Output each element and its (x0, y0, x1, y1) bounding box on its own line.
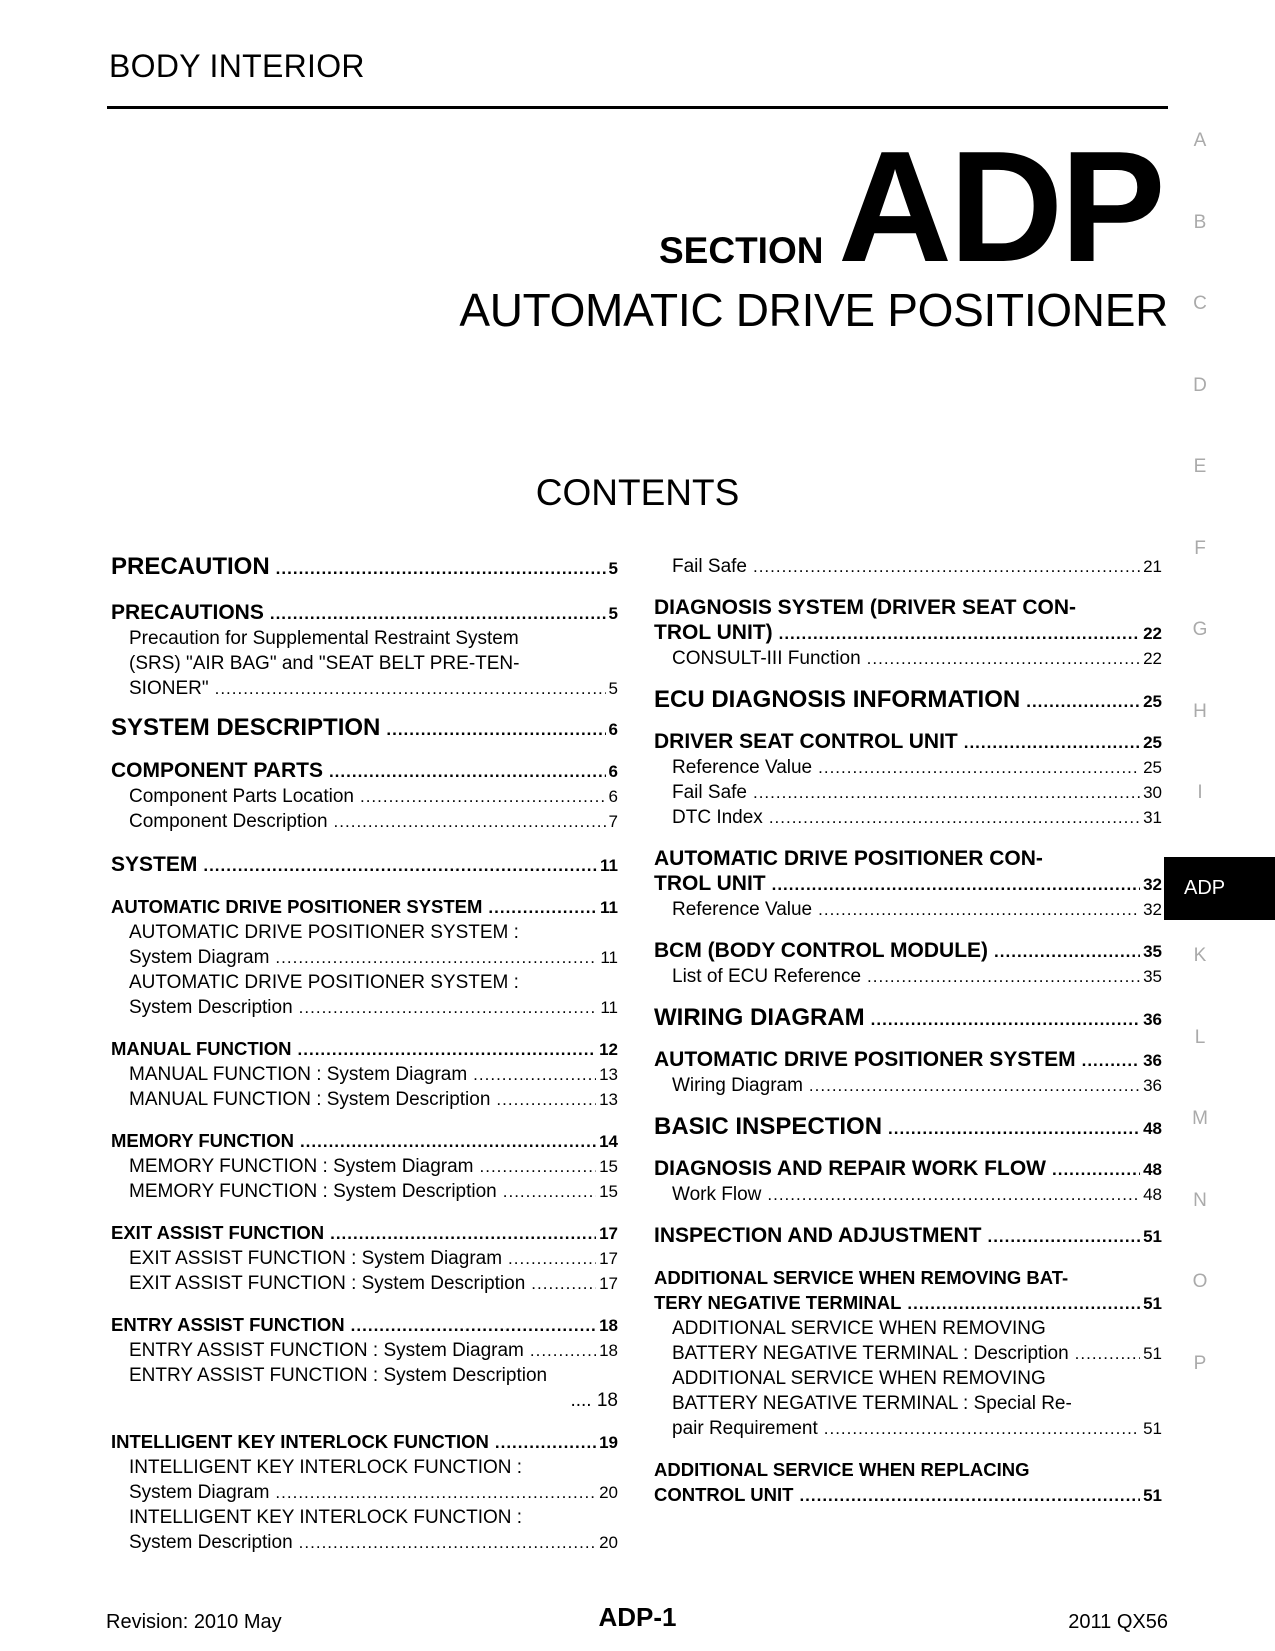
header-rule (107, 106, 1168, 109)
toc-entry-line: ADDITIONAL SERVICE WHEN REMOVING (672, 1318, 1046, 1339)
toc-entry[interactable] (111, 1312, 618, 1338)
leader-dots (888, 1116, 1140, 1141)
leader-dots (799, 1483, 1140, 1508)
leader-dots (964, 730, 1140, 755)
side-index-tab[interactable]: N (1193, 1189, 1207, 1211)
toc-page-number: 13 (599, 1065, 618, 1084)
section-label: SECTION (659, 230, 824, 271)
side-index-tab[interactable]: B (1193, 211, 1207, 233)
toc-page-number: 18 (599, 1316, 618, 1335)
leader-dots (488, 895, 597, 920)
toc-page-number: 30 (1143, 783, 1162, 802)
toc-entry-title: PRECAUTION (111, 553, 270, 580)
toc-entry[interactable] (111, 1128, 618, 1154)
toc-entry-title: Wiring Diagram (672, 1075, 803, 1096)
toc-page-number: 5 (608, 559, 618, 578)
leader-dots (987, 1224, 1140, 1249)
leader-dots (351, 1313, 596, 1338)
toc-entry[interactable] (111, 1154, 618, 1179)
leader-dots (215, 676, 606, 701)
toc-page-number: 32 (1143, 875, 1162, 894)
toc-entry-title: MEMORY FUNCTION (111, 1130, 294, 1151)
toc-entry-title: EXIT ASSIST FUNCTION : System Description (129, 1273, 526, 1294)
toc-entry[interactable] (654, 1265, 1162, 1316)
toc-entry[interactable] (654, 1156, 1162, 1182)
toc-page-number: 20 (599, 1483, 618, 1502)
leader-dots (530, 1338, 596, 1363)
toc-page-number: 51 (1143, 1486, 1162, 1505)
leader-dots (473, 1062, 596, 1087)
toc-page-number: 17 (599, 1274, 618, 1293)
section-code: ADP (838, 119, 1163, 295)
toc-entry[interactable] (654, 755, 1162, 780)
toc-entry[interactable] (111, 784, 618, 809)
toc-entry[interactable] (654, 685, 1162, 715)
toc-page-number: 35 (1143, 967, 1162, 986)
toc-entry-title: ENTRY ASSIST FUNCTION (111, 1314, 345, 1335)
side-index-tab[interactable]: L (1194, 1026, 1206, 1048)
toc-entry-line: DIAGNOSIS SYSTEM (DRIVER SEAT CON- (654, 596, 1076, 619)
leader-dots (809, 1073, 1140, 1098)
leader-dots (779, 621, 1140, 646)
leader-dots (1052, 1157, 1140, 1182)
toc-entry[interactable] (654, 780, 1162, 805)
toc-entry-title: Reference Value (672, 757, 813, 778)
toc-entry-title: PRECAUTIONS (111, 601, 264, 624)
toc-entry[interactable] (654, 646, 1162, 671)
toc-page-number: 6 (608, 720, 618, 739)
toc-entry[interactable] (111, 1505, 618, 1555)
toc-entry[interactable] (111, 1220, 618, 1246)
toc-entry-title: EXIT ASSIST FUNCTION : System Diagram (129, 1248, 503, 1269)
toc-page-number: 51 (1143, 1227, 1162, 1246)
leader-dots (753, 780, 1140, 805)
toc-entry-title: SYSTEM (111, 853, 198, 876)
toc-page-number: 22 (1143, 649, 1162, 668)
toc-page-number: 51 (1143, 1294, 1162, 1313)
leader-dots (496, 1087, 596, 1112)
toc-page-number: 25 (1143, 758, 1162, 777)
side-index-tab[interactable]: M (1192, 1108, 1208, 1129)
toc-entry-title: System Description (129, 1532, 293, 1553)
toc-page-number: 17 (599, 1249, 618, 1268)
toc-entry-line: ENTRY ASSIST FUNCTION : System Description (129, 1365, 548, 1386)
toc-entry-title: INSPECTION AND ADJUSTMENT (654, 1224, 982, 1247)
leader-dots (360, 784, 606, 809)
toc-entry-title: Fail Safe (672, 556, 747, 577)
side-index-active-tab[interactable]: ADP (1164, 857, 1275, 920)
toc-page-number: 11 (600, 948, 618, 967)
leader-dots (818, 897, 1140, 922)
toc-entry[interactable] (654, 554, 1162, 579)
footer-revision: Revision: 2010 May (106, 1611, 282, 1633)
leader-dots (531, 1271, 596, 1296)
toc-entry-title: MANUAL FUNCTION (111, 1038, 292, 1059)
toc-entry[interactable] (111, 1062, 618, 1087)
toc-entry[interactable] (654, 805, 1162, 830)
side-index-tab[interactable]: E (1193, 456, 1207, 477)
leader-dots (480, 1154, 597, 1179)
leader-dots (1075, 1341, 1140, 1366)
toc-entry-title: BCM (BODY CONTROL MODULE) (654, 939, 989, 962)
toc-entry-title: MANUAL FUNCTION : System Description (129, 1089, 491, 1110)
leader-dots (907, 1291, 1140, 1316)
toc-page-number: 36 (1143, 1076, 1162, 1095)
toc-entry[interactable] (111, 1246, 618, 1271)
toc-entry[interactable] (111, 1363, 618, 1413)
toc-page-number: 11 (600, 898, 618, 917)
toc-entry[interactable] (654, 1073, 1162, 1098)
toc-page-number: 15 (599, 1157, 618, 1176)
toc-entry[interactable] (654, 729, 1162, 755)
toc-entry-title: MANUAL FUNCTION : System Diagram (129, 1064, 468, 1085)
toc-entry-title: Fail Safe (672, 782, 747, 803)
toc-entry-line: BATTERY NEGATIVE TERMINAL : Special Re- (672, 1393, 1072, 1414)
toc-entry[interactable] (111, 894, 618, 920)
toc-page-number: 21 (1143, 557, 1162, 576)
toc-entry[interactable] (111, 552, 618, 582)
toc-entry[interactable] (654, 1457, 1162, 1508)
toc-page-number: 6 (608, 762, 618, 781)
leader-dots (867, 964, 1140, 989)
toc-page-number: 17 (599, 1224, 618, 1243)
toc-page-number: 5 (608, 604, 618, 623)
side-index-tab[interactable]: P (1193, 1352, 1207, 1374)
toc-entry-line: Precaution for Supplemental Restraint System (129, 628, 519, 649)
toc-page-number: 35 (1143, 942, 1162, 961)
toc-page-number: 14 (599, 1132, 618, 1151)
toc-entry-title: DIAGNOSIS AND REPAIR WORK FLOW (654, 1157, 1046, 1180)
leader-dots (276, 556, 606, 581)
toc-page-number: 51 (1143, 1344, 1162, 1363)
toc-entry-line: AUTOMATIC DRIVE POSITIONER CON- (654, 847, 1043, 870)
toc-page-number: 48 (1143, 1119, 1162, 1138)
toc-entry-title: TROL UNIT) (654, 621, 773, 644)
leader-dots (299, 1530, 596, 1555)
toc-entry-line: (SRS) "AIR BAG" and "SEAT BELT PRE-TEN- (129, 653, 520, 674)
toc-entry-title: SIONER" (129, 678, 209, 699)
toc-entry-title: List of ECU Reference (672, 966, 862, 987)
toc-entry-title: BASIC INSPECTION (654, 1113, 883, 1140)
side-index-tab[interactable]: D (1193, 374, 1207, 396)
toc-page-number: 31 (1143, 808, 1162, 827)
toc-entry[interactable] (654, 1003, 1162, 1033)
toc-entry[interactable] (654, 1182, 1162, 1207)
side-index-tab[interactable]: C (1193, 293, 1207, 314)
side-index-tab[interactable]: F (1194, 537, 1206, 559)
toc-entry-line: AUTOMATIC DRIVE POSITIONER SYSTEM : (129, 972, 519, 993)
toc-entry-title: CONSULT-III Function (672, 648, 861, 669)
toc-page-number: 48 (1143, 1185, 1162, 1204)
toc-entry[interactable] (654, 1316, 1162, 1366)
leader-dots (994, 939, 1140, 964)
toc-entry[interactable] (654, 964, 1162, 989)
leader-dots: .... (570, 1390, 597, 1411)
leader-dots (503, 1179, 596, 1204)
toc-entry[interactable] (111, 626, 618, 701)
toc-entry[interactable] (654, 1223, 1162, 1249)
toc-entry[interactable] (111, 970, 618, 1020)
toc-entry[interactable] (111, 1338, 618, 1363)
toc-entry-line: AUTOMATIC DRIVE POSITIONER SYSTEM : (129, 922, 519, 943)
toc-entry[interactable] (111, 1179, 618, 1204)
toc-entry[interactable] (654, 938, 1162, 964)
toc-page-number: 7 (608, 812, 618, 831)
leader-dots (330, 1221, 596, 1246)
toc-entry[interactable] (111, 1271, 618, 1296)
leader-dots (1082, 1048, 1140, 1073)
toc-page-number: 25 (1143, 733, 1162, 752)
leader-dots (824, 1416, 1140, 1441)
toc-entry-title: INTELLIGENT KEY INTERLOCK FUNCTION (111, 1431, 489, 1452)
toc-entry[interactable] (111, 1087, 618, 1112)
leader-dots (1026, 689, 1140, 714)
leader-dots (753, 554, 1140, 579)
toc-entry-title: Component Description (129, 811, 328, 832)
footer-model: 2011 QX56 (1068, 1611, 1168, 1633)
toc-entry-title: Reference Value (672, 899, 813, 920)
toc-entry-title: WIRING DIAGRAM (654, 1004, 865, 1031)
toc-left-column (111, 552, 618, 1555)
leader-dots (300, 1129, 596, 1154)
toc-entry[interactable] (654, 595, 1162, 646)
toc-entry-title: DTC Index (672, 807, 763, 828)
toc-entry-title: Component Parts Location (129, 786, 354, 807)
side-index-tab[interactable]: I (1197, 782, 1203, 803)
toc-entry[interactable] (654, 1047, 1162, 1073)
toc-page-number: 15 (599, 1182, 618, 1201)
toc-entry[interactable] (111, 600, 618, 626)
toc-entry-title: Work Flow (672, 1184, 762, 1205)
leader-dots (818, 755, 1140, 780)
toc-page-number: 11 (600, 856, 618, 875)
toc-entry[interactable] (654, 897, 1162, 922)
toc-entry[interactable] (111, 852, 618, 878)
toc-entry[interactable] (111, 1455, 618, 1505)
side-index-tab[interactable]: G (1192, 619, 1208, 640)
toc-entry-title: DRIVER SEAT CONTROL UNIT (654, 730, 958, 753)
toc-entry[interactable] (111, 1036, 618, 1062)
toc-page-number: 19 (599, 1433, 618, 1452)
toc-page-number: 12 (599, 1040, 618, 1059)
toc-entry-title: System Diagram (129, 1482, 270, 1503)
leader-dots (275, 945, 597, 970)
toc-entry-line: ADDITIONAL SERVICE WHEN REMOVING BAT- (654, 1267, 1069, 1288)
toc-page-number: 13 (599, 1090, 618, 1109)
toc-page-number: 32 (1143, 900, 1162, 919)
toc-entry[interactable] (111, 713, 618, 743)
toc-entry-title: TROL UNIT (654, 872, 766, 895)
leader-dots (867, 646, 1140, 671)
toc-entry[interactable] (111, 758, 618, 784)
leader-dots (767, 1182, 1140, 1207)
toc-page-number: 51 (1143, 1419, 1162, 1438)
toc-entry-title: pair Requirement (672, 1418, 818, 1439)
toc-entry-title: MEMORY FUNCTION : System Description (129, 1181, 497, 1202)
toc-entry[interactable] (111, 1429, 618, 1455)
toc-entry[interactable] (654, 1112, 1162, 1142)
toc-page-number: 11 (600, 998, 618, 1017)
toc-page-number: 25 (1143, 692, 1162, 711)
toc-entry-title: EXIT ASSIST FUNCTION (111, 1222, 325, 1243)
side-index-tab[interactable]: H (1193, 700, 1207, 722)
toc-page-number: 6 (608, 787, 618, 806)
footer-page-id: ADP-1 (598, 1602, 677, 1632)
toc-page-number: 36 (1143, 1010, 1162, 1029)
toc-entry-line: ADDITIONAL SERVICE WHEN REPLACING (654, 1459, 1030, 1480)
toc-page-number: 48 (1143, 1160, 1162, 1179)
side-index-tab[interactable]: A (1193, 130, 1207, 151)
side-index-tab[interactable]: K (1193, 945, 1207, 966)
contents-heading: CONTENTS (535, 472, 740, 513)
leader-dots (772, 872, 1140, 897)
leader-dots (508, 1246, 596, 1271)
leader-dots (386, 717, 605, 742)
leader-dots (298, 1037, 597, 1062)
toc-page-number: 5 (608, 679, 618, 698)
leader-dots (334, 809, 606, 834)
toc-entry-title: MEMORY FUNCTION : System Diagram (129, 1156, 474, 1177)
leader-dots (769, 805, 1140, 830)
toc-page-number: 20 (599, 1533, 618, 1552)
side-index-tab[interactable]: O (1192, 1271, 1208, 1292)
toc-page-number: 18 (596, 1390, 618, 1411)
toc-entry[interactable] (654, 1366, 1162, 1441)
toc-entry-line: INTELLIGENT KEY INTERLOCK FUNCTION : (129, 1457, 523, 1478)
header-title: BODY INTERIOR (109, 48, 365, 84)
leader-dots (495, 1430, 596, 1455)
toc-entry-line: ADDITIONAL SERVICE WHEN REMOVING (672, 1368, 1046, 1389)
toc-entry-title: BATTERY NEGATIVE TERMINAL : Description (672, 1343, 1069, 1364)
leader-dots (329, 759, 606, 784)
toc-entry[interactable] (111, 809, 618, 834)
leader-dots (871, 1007, 1140, 1032)
leader-dots (270, 601, 606, 626)
toc-entry-title: System Diagram (129, 947, 270, 968)
toc-entry-title: SYSTEM DESCRIPTION (111, 714, 381, 741)
toc-right-column (654, 554, 1162, 1508)
leader-dots (275, 1480, 596, 1505)
toc-entry-title: System Description (129, 997, 293, 1018)
toc-entry[interactable] (111, 920, 618, 970)
toc-entry-title: AUTOMATIC DRIVE POSITIONER SYSTEM (654, 1048, 1076, 1071)
toc-entry-title: COMPONENT PARTS (111, 759, 323, 782)
toc-page-number: 22 (1143, 624, 1162, 643)
toc-entry-title: TERY NEGATIVE TERMINAL (654, 1292, 902, 1313)
toc-entry[interactable] (654, 846, 1162, 897)
leader-dots (299, 995, 598, 1020)
toc-entry-title: ENTRY ASSIST FUNCTION : System Diagram (129, 1340, 524, 1361)
toc-entry-title: ECU DIAGNOSIS INFORMATION (654, 686, 1021, 713)
toc-entry-title: AUTOMATIC DRIVE POSITIONER SYSTEM (111, 896, 483, 917)
section-name: AUTOMATIC DRIVE POSITIONER (459, 284, 1168, 336)
toc-entry-title: CONTROL UNIT (654, 1484, 794, 1505)
toc-page-number: 18 (599, 1341, 618, 1360)
leader-dots (203, 853, 597, 878)
toc-entry-line: INTELLIGENT KEY INTERLOCK FUNCTION : (129, 1507, 523, 1528)
toc-page-number: 36 (1143, 1051, 1162, 1070)
